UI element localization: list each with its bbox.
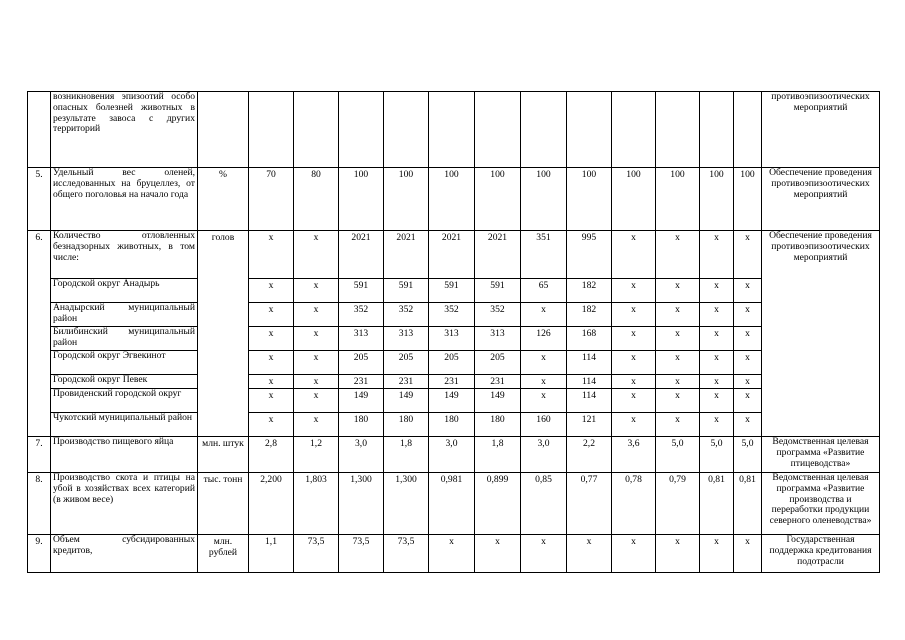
value-cell: x [734,351,762,375]
value-cell: x [734,231,762,279]
value-cell: x [521,389,567,413]
value-cell: x [249,303,294,327]
indicator-cell: Провиденский городской округ [51,389,198,413]
value-cell: x [429,535,475,573]
value-cell: x [249,351,294,375]
value-cell: x [700,351,734,375]
value-cell: 2021 [384,231,429,279]
value-cell: 1,2 [294,437,339,473]
value-cell: x [249,389,294,413]
value-cell: x [656,351,700,375]
value-cell: 313 [475,327,521,351]
indicator-cell: возникновения эпизоотий особо опасных болезней животных в результате завоса с других территорий [51,92,198,168]
value-cell [429,92,475,168]
value-cell: 1,8 [475,437,521,473]
value-cell: x [700,375,734,389]
value-cell: x [700,413,734,437]
value-cell: x [612,279,656,303]
indicator-cell: Городской округ Анадырь [51,279,198,303]
value-cell: 205 [475,351,521,375]
value-cell: x [734,303,762,327]
value-cell: x [700,231,734,279]
value-cell: 182 [567,303,612,327]
row-number [28,92,51,168]
unit-cell: млн. рублей [198,535,249,573]
value-cell: x [294,303,339,327]
value-cell: 168 [567,327,612,351]
value-cell: 231 [339,375,384,389]
value-cell: 231 [429,375,475,389]
value-cell: x [612,231,656,279]
value-cell: 70 [249,168,294,231]
table-row [28,168,880,231]
value-cell: 114 [567,375,612,389]
value-cell: 205 [429,351,475,375]
value-cell: x [612,303,656,327]
value-cell: 100 [700,168,734,231]
value-cell: 0,981 [429,473,475,535]
value-cell: 591 [475,279,521,303]
value-cell: 205 [384,351,429,375]
program-cell: Государственная поддержка кредитования подотрасли [762,535,880,573]
value-cell: 3,0 [521,437,567,473]
table-row [28,437,880,473]
value-cell: x [700,279,734,303]
value-cell: x [612,375,656,389]
value-cell [656,92,700,168]
indicator-cell: Количество отловленных безнадзорных животных, в том числе: [51,231,198,279]
value-cell: x [700,327,734,351]
value-cell: x [294,279,339,303]
value-cell: 351 [521,231,567,279]
program-cell: противоэпизоотических мероприятий [762,92,880,168]
unit-cell: голов [198,231,249,437]
value-cell: x [521,303,567,327]
value-cell: 1,1 [249,535,294,573]
row-number: 5. [28,168,51,231]
table-row [28,303,880,327]
value-cell: x [521,351,567,375]
table-row [28,351,880,375]
value-cell: 100 [429,168,475,231]
value-cell: 180 [429,413,475,437]
value-cell: x [656,327,700,351]
program-cell: Обеспечение проведения противоэпизоотических мероприятий [762,168,880,231]
value-cell [521,92,567,168]
value-cell: x [521,375,567,389]
value-cell [612,92,656,168]
unit-cell: тыс. тонн [198,473,249,535]
value-cell: 100 [339,168,384,231]
value-cell: 73,5 [384,535,429,573]
value-cell: 3,6 [612,437,656,473]
value-cell: 313 [339,327,384,351]
value-cell: x [700,303,734,327]
value-cell: 2,200 [249,473,294,535]
table-row [28,231,880,279]
value-cell: 352 [339,303,384,327]
value-cell: x [656,231,700,279]
value-cell: 0,81 [734,473,762,535]
value-cell: x [294,231,339,279]
value-cell: x [734,389,762,413]
value-cell: 149 [429,389,475,413]
value-cell [249,92,294,168]
value-cell: 205 [339,351,384,375]
value-cell: 231 [384,375,429,389]
value-cell: 121 [567,413,612,437]
row-number: 8. [28,473,51,535]
value-cell: x [656,279,700,303]
indicator-cell: Анадырский муниципальный район [51,303,198,327]
indicator-cell: Чукотский муниципальный район [51,413,198,437]
value-cell: 591 [429,279,475,303]
value-cell: 3,0 [429,437,475,473]
value-cell: 352 [384,303,429,327]
value-cell: 160 [521,413,567,437]
value-cell: 2021 [429,231,475,279]
indicator-cell: Производство пищевого яйца [51,437,198,473]
value-cell: 313 [384,327,429,351]
unit-cell: % [198,168,249,231]
value-cell: x [294,327,339,351]
value-cell: 352 [429,303,475,327]
value-cell: 100 [612,168,656,231]
indicator-cell: Городской округ Певек [51,375,198,389]
value-cell: 182 [567,279,612,303]
value-cell: x [612,535,656,573]
value-cell: x [656,389,700,413]
value-cell: x [700,535,734,573]
table-row [28,389,880,413]
table-row [28,279,880,303]
indicator-cell: Производство скота и птицы на убой в хозяйствах всех категорий (в живом весе) [51,473,198,535]
program-cell: Ведомственная целевая программа «Развитие птицеводства» [762,437,880,473]
value-cell: 114 [567,351,612,375]
value-cell: x [294,413,339,437]
value-cell: 0,899 [475,473,521,535]
unit-cell: млн. штук [198,437,249,473]
value-cell: x [612,327,656,351]
value-cell: x [734,375,762,389]
value-cell: x [249,413,294,437]
value-cell: x [612,351,656,375]
value-cell: x [656,413,700,437]
value-cell: 0,85 [521,473,567,535]
value-cell: 100 [475,168,521,231]
value-cell [475,92,521,168]
value-cell [700,92,734,168]
value-cell: 5,0 [700,437,734,473]
value-cell: 1,8 [384,437,429,473]
value-cell: 73,5 [339,535,384,573]
value-cell: 0,79 [656,473,700,535]
value-cell: 5,0 [656,437,700,473]
value-cell: 1,300 [339,473,384,535]
table-row [28,375,880,389]
value-cell: 0,81 [700,473,734,535]
value-cell: 2,8 [249,437,294,473]
indicator-cell: Городской округ Эгвекинот [51,351,198,375]
value-cell: 126 [521,327,567,351]
value-cell: 2021 [339,231,384,279]
value-cell: x [734,535,762,573]
value-cell: 100 [384,168,429,231]
indicators-table [27,91,880,573]
value-cell: x [249,279,294,303]
indicator-cell: Объем субсидированных кредитов, [51,535,198,573]
table-row [28,473,880,535]
value-cell: 0,77 [567,473,612,535]
table-row [28,92,880,168]
value-cell: x [700,389,734,413]
value-cell: 73,5 [294,535,339,573]
value-cell: 352 [475,303,521,327]
value-cell: 2,2 [567,437,612,473]
value-cell: 591 [384,279,429,303]
value-cell: x [249,231,294,279]
unit-cell [198,92,249,168]
row-number: 6. [28,231,51,437]
value-cell: 3,0 [339,437,384,473]
value-cell: 100 [656,168,700,231]
indicator-cell: Билибинский муниципальный район [51,327,198,351]
value-cell: 0,78 [612,473,656,535]
value-cell: 591 [339,279,384,303]
table-row [28,327,880,351]
table-row [28,535,880,573]
value-cell: 180 [384,413,429,437]
value-cell: 2021 [475,231,521,279]
value-cell: x [734,279,762,303]
row-number: 9. [28,535,51,573]
value-cell: x [294,375,339,389]
value-cell: x [475,535,521,573]
row-number: 7. [28,437,51,473]
indicator-cell: Удельный вес оленей, исследованных на бруцеллез, от общего поголовья на начало года [51,168,198,231]
value-cell: 180 [475,413,521,437]
value-cell [339,92,384,168]
value-cell: x [249,375,294,389]
program-cell: Обеспечение проведения противоэпизоотических мероприятий [762,231,880,437]
value-cell [384,92,429,168]
value-cell: x [612,389,656,413]
value-cell: x [656,375,700,389]
value-cell: 1,803 [294,473,339,535]
value-cell: x [656,303,700,327]
program-cell: Ведомственная целевая программа «Развитие производства и переработки продукции северного оленеводства» [762,473,880,535]
value-cell: x [734,327,762,351]
value-cell: 231 [475,375,521,389]
value-cell [734,92,762,168]
value-cell: x [612,413,656,437]
value-cell: x [249,327,294,351]
value-cell [294,92,339,168]
value-cell: x [521,535,567,573]
value-cell: x [294,389,339,413]
value-cell: 149 [384,389,429,413]
value-cell: 114 [567,389,612,413]
value-cell [567,92,612,168]
value-cell: 149 [339,389,384,413]
value-cell: 313 [429,327,475,351]
value-cell: x [294,351,339,375]
value-cell: 995 [567,231,612,279]
value-cell: 100 [567,168,612,231]
value-cell: 149 [475,389,521,413]
value-cell: 100 [734,168,762,231]
value-cell: 1,300 [384,473,429,535]
value-cell: 5,0 [734,437,762,473]
table-row [28,413,880,437]
value-cell: x [567,535,612,573]
value-cell: 80 [294,168,339,231]
value-cell: 65 [521,279,567,303]
value-cell: 100 [521,168,567,231]
value-cell: 180 [339,413,384,437]
value-cell: x [656,535,700,573]
value-cell: x [734,413,762,437]
